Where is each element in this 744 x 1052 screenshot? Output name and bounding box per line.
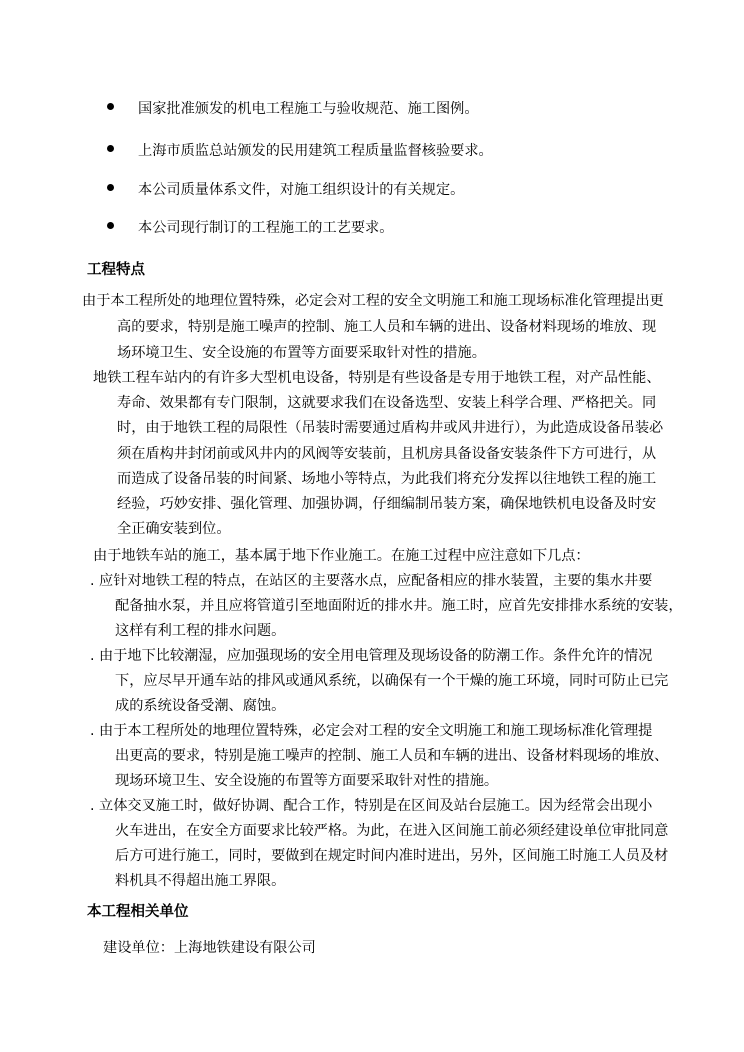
note-line: 料机具不得超出施工界限。 bbox=[115, 873, 286, 889]
paragraph-line: 须在盾构井封闭前或风井内的风阀等安装前，且机房具备设备安装条件下方可进行，从 bbox=[117, 446, 657, 462]
note-line: 成的系统设备受潮、腐蚀。 bbox=[115, 698, 286, 714]
construction-unit-line: 建设单位：上海地铁建设有限公司 bbox=[103, 940, 316, 956]
paragraph-line: 而造成了设备吊装的时间紧、场地小等特点，为此我们将充分发挥以往地铁工程的施工 bbox=[117, 471, 657, 487]
paragraph-line: 全正确安装到位。 bbox=[117, 521, 231, 537]
note-line: . 立体交叉施工时，做好协调、配合工作，特别是在区间及站台层施工。因为经常会出现小 bbox=[90, 798, 653, 814]
bullet-dot-icon bbox=[107, 103, 114, 110]
note-line: 后方可进行施工，同时，要做到在规定时间内准时进出，另外，区间施工时施工人员及材 bbox=[115, 848, 669, 864]
bullet-item: 本公司现行制订的工程施工的工艺要求。 bbox=[138, 220, 394, 236]
paragraph-line: 高的要求，特别是施工噪声的控制、施工人员和车辆的进出、设备材料现场的堆放、现 bbox=[117, 319, 657, 335]
note-line: 出更高的要求，特别是施工噪声的控制、施工人员和车辆的进出、设备材料现场的堆放、 bbox=[115, 748, 669, 764]
bullet-dot-icon bbox=[107, 145, 114, 152]
note-line: . 应针对地铁工程的特点，在站区的主要落水点，应配备相应的排水装置，主要的集水井要 bbox=[90, 573, 653, 589]
section-heading-project-features: 工程特点 bbox=[87, 262, 145, 278]
bullet-item: 本公司质量体系文件，对施工组织设计的有关规定。 bbox=[138, 182, 465, 198]
note-line: 现场环境卫生、安全设施的布置等方面要采取针对性的措施。 bbox=[115, 773, 499, 789]
paragraph-line: 由于本工程所处的地理位置特殊，必定会对工程的安全文明施工和施工现场标准化管理提出更 bbox=[82, 293, 664, 309]
paragraph-line: 寿命、效果都有专门限制，这就要求我们在设备选型、安装上科学合理、严格把关。同 bbox=[117, 395, 657, 411]
paragraph-line: 时，由于地铁工程的局限性（吊装时需要通过盾构井或风井进行），为此造成设备吊装必 bbox=[117, 420, 664, 436]
paragraph-3: 由于地铁车站的施工，基本属于地下作业施工。在施工过程中应注意如下几点： bbox=[93, 548, 590, 564]
note-line: . 由于地下比较潮湿，应加强现场的安全用电管理及现场设备的防潮工作。条件允许的情况 bbox=[90, 648, 653, 664]
bullet-dot-icon bbox=[107, 184, 114, 191]
bullet-item: 国家批准颁发的机电工程施工与验收规范、施工图例。 bbox=[138, 101, 479, 117]
note-line: . 由于本工程所处的地理位置特殊，必定会对工程的安全文明施工和施工现场标准化管理提 bbox=[90, 723, 653, 739]
paragraph-line: 经验，巧妙安排、强化管理、加强协调，仔细编制吊装方案，确保地铁机电设备及时安 bbox=[117, 496, 657, 512]
note-line: 火车进出，在安全方面要求比较严格。为此，在进入区间施工前必须经建设单位审批同意 bbox=[115, 823, 669, 839]
bullet-item: 上海市质监总站颁发的民用建筑工程质量监督核验要求。 bbox=[138, 143, 493, 159]
paragraph-line: 场环境卫生、安全设施的布置等方面要采取针对性的措施。 bbox=[117, 345, 486, 361]
note-line: 下，应尽早开通车站的排风或通风系统，以确保有一个干燥的施工环境，同时可防止已完 bbox=[115, 673, 669, 689]
note-line: 配备抽水泵，并且应将管道引至地面附近的排水井。施工时，应首先安排排水系统的安装， bbox=[115, 598, 683, 614]
note-line: 这样有利工程的排水问题。 bbox=[115, 623, 286, 639]
paragraph-line: 地铁工程车站内的有许多大型机电设备，特别是有些设备是专用于地铁工程，对产品性能、 bbox=[93, 370, 661, 386]
section-heading-related-units: 本工程相关单位 bbox=[87, 904, 189, 920]
bullet-dot-icon bbox=[107, 222, 114, 229]
